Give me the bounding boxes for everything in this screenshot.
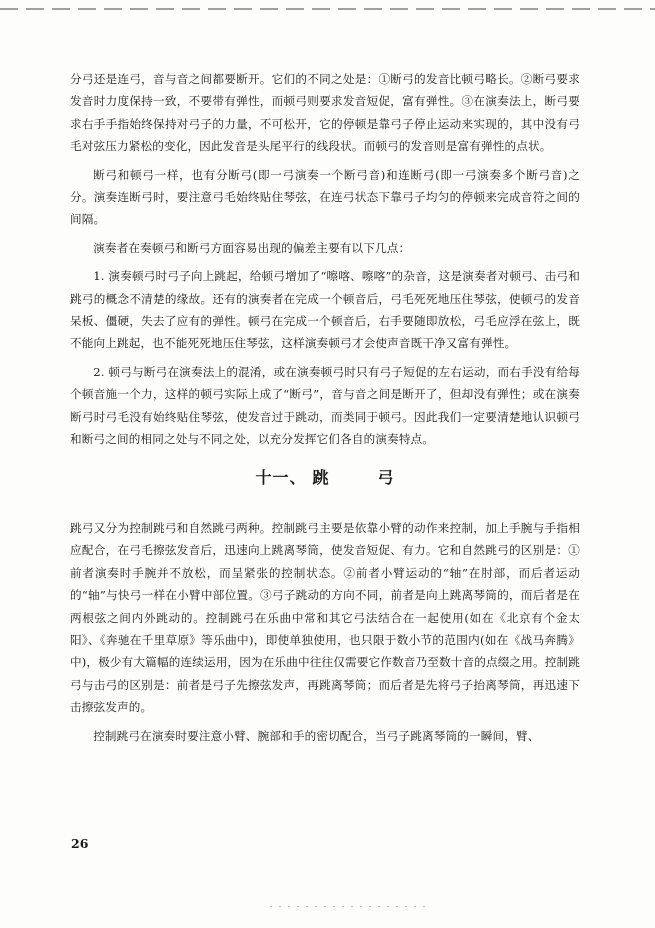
section-title-char: 弓 (377, 467, 395, 487)
paragraph: 演奏者在奏顿弓和断弓方面容易出现的偏差主要有以下几点： (93, 240, 411, 255)
paragraph: 断弓和顿弓一样，也有分断弓(即一弓演奏一个断弓音)和连断弓(即一弓演奏多个断弓音)之分。演奏连断弓时，要注意弓毛始终贴住琴弦，在连弓状态下靠弓子均匀的停顿来完成音符之间的间隔。 (70, 167, 580, 227)
paragraph: 2. 顿弓与断弓在演奏法上的混淆，或在演奏顿弓时只有弓子短促的左右运动，而右手没有给每个顿音施一个力，这样的顿弓实际上成了“断弓”，音与音之间是断开了，但却没有弹性；或在演奏断弓时弓毛没有始终贴住琴弦，使发音过于跳动，而类同于顿弓。因此我们一定要清楚地认识顿弓和断弓之间的相同之处与不同之处，以充分发挥它们各自的演奏特点。 (70, 364, 580, 447)
section-number: 十一、 (255, 467, 307, 487)
page-number: 26 (71, 836, 89, 851)
paragraph: 分弓还是连弓，音与音之间都要断开。它们的不同之处是：①断弓的发音比顿弓略长。②断弓要求发音时力度保持一致，不要带有弹性，而顿弓则要求发音短促，富有弹性。③在演奏法上，断弓要求右手手指始终保持对弓子的力量，不可松开，它的停顿是靠弓子停止运动来实现的，其中没有弓毛对弦压力紧松的变化，因此发音是头尾平行的线段状。而顿弓的发音则是富有弹性的点状。 (70, 72, 580, 154)
paragraph: 跳弓又分为控制跳弓和自然跳弓两种。控制跳弓主要是依靠小臂的动作来控制，加上手腕与手指相应配合，在弓毛擦弦发音后，迅速向上跳离琴筒，使发音短促、有力。它和自然跳弓的区别是：① 前者演奏时手腕并不放松，而呈紧张的控制状态。②前者小臂运动的“轴”在肘部，而后者运动的“轴”与快弓一样在小臂中部位置。③弓子跳动的方向不同，前者是向上跳离琴筒的，而后者是在两根弦之间内外跳动的。控制跳弓在乐曲中常和其它弓法结合在一起使用(如在《北京有个金太阳》、《奔驰在千里草原》等乐曲中)，即使单独使用，也只限于数小节的范围内(如在《战马奔腾》中)，极少有大篇幅的连续运用，因为在乐曲中往往仅需要它作数音乃至数十音的点缀之用。控制跳弓与击弓的区别是：前者是弓子先擦弦发声，再跳离琴筒；而后者是先将弓子抬离琴筒，再迅速下击擦弦发声的。 (70, 520, 580, 715)
page-body (70, 68, 580, 747)
paragraph: 控制跳弓在演奏时要注意小臂、腕部和手的密切配合，当弓子跳离琴筒的一瞬间，臂、 (93, 728, 540, 743)
section-heading (70, 467, 580, 489)
top-dashed-border (0, 8, 655, 10)
paragraph: 1. 演奏顿弓时弓子向上跳起，给顿弓增加了“嚓喀、嚓喀”的杂音，这是演奏者对顿弓、击弓和跳弓的概念不清楚的缘故。还有的演奏者在完成一个顿音后，弓毛死死地压住琴弦，使顿弓的发音呆板、僵硬，失去了应有的弹性。顿弓在完成一个顿音后，右手要随即放松，弓毛应浮在弦上，既不能向上跳起，也不能死死地压住琴弦，这样演奏顿弓才会使声音既干净又富有弹性。 (70, 269, 580, 351)
bottom-scan-artifact (270, 906, 430, 907)
section-title-char: 跳 (312, 467, 330, 487)
